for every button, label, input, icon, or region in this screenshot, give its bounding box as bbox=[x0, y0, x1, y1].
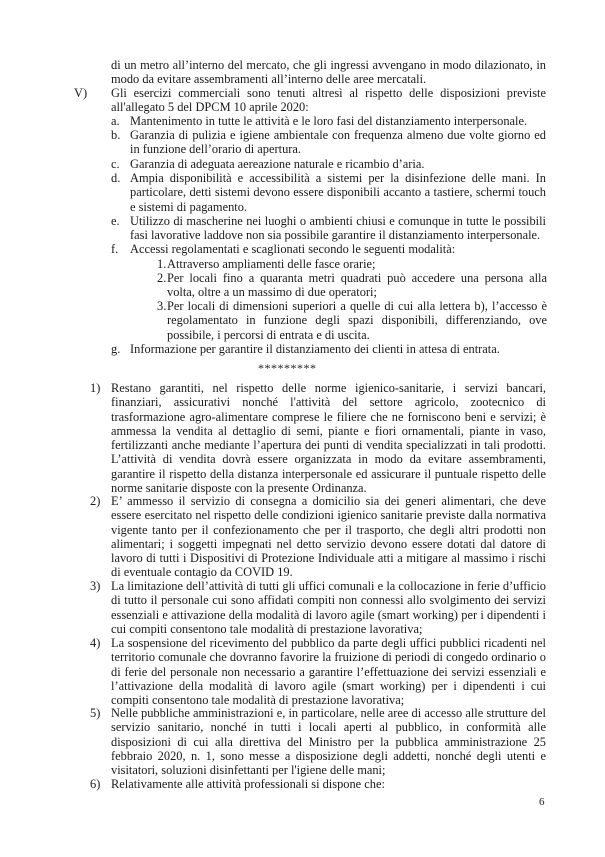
item-f-text: Accessi regolamentati e scaglionati secondo le seguenti modalità: bbox=[130, 242, 456, 256]
subitem-3-text: Per locali di dimensioni superiori a quelle di cui alla lettera b), l’accesso è regolamentato in funzione degli spazi disponibili, differenziando, ove possibile, i percorsi di entrata e di uscita. bbox=[167, 299, 547, 342]
point-3-marker: 3) bbox=[90, 579, 101, 593]
point-5-marker: 5) bbox=[90, 706, 101, 720]
section-separator: ********* bbox=[258, 361, 317, 375]
item-g-text: Informazione per garantire il distanziamento dei clienti in attesa di entrata. bbox=[130, 342, 500, 356]
point-1-marker: 1) bbox=[90, 381, 101, 395]
point-3-text: La limitazione dell’attività di tutti gli uffici comunali e la collocazione in ferie d’ufficio di tutto il personale cui sono affidati compiti non connessi allo svolgimento dei servizi essenziali e attivazione della modalità di lavoro agile (smart working) per i dipendenti i cui compiti consentono tale modalità di prestazione lavorativa; bbox=[111, 579, 546, 636]
item-g-marker: g. bbox=[111, 342, 121, 356]
subitem-1-text: Attraverso ampliamenti delle fasce orarie; bbox=[167, 257, 376, 271]
item-b-text: Garanzia di pulizia e igiene ambientale con frequenza almeno due volte giorno ed in funzione dell’orario di apertura. bbox=[130, 128, 546, 157]
subitem-1-marker: 1. bbox=[157, 257, 167, 271]
section-v-text: Gli esercizi commerciali sono tenuti altresì al rispetto delle disposizioni previste all'allegato 5 del DPCM 10 aprile 2020: bbox=[111, 86, 546, 115]
item-c-text: Garanzia di adeguata aereazione naturale e ricambio d’aria. bbox=[130, 157, 425, 171]
subitem-3-marker: 3. bbox=[157, 299, 167, 313]
point-6-text: Relativamente alle attività professionali si dispone che: bbox=[111, 777, 385, 791]
item-e-text: Utilizzo di mascherine nei luoghi o ambienti chiusi e comunque in tutte le possibili fasi lavorative laddove non sia possibile garantire il distanziamento interpersonale. bbox=[130, 214, 546, 243]
point-4-marker: 4) bbox=[90, 636, 101, 650]
item-f-marker: f. bbox=[111, 242, 119, 256]
page-number: 6 bbox=[539, 796, 545, 808]
subitem-2-marker: 2. bbox=[157, 271, 167, 285]
point-5-text: Nelle pubbliche amministrazioni e, in particolare, nelle aree di accesso alle strutture del servizio sanitario, nonché in tutti i locali aperti al pubblico, in conformità alle disposizioni di cui alla direttiva del Ministro per la pubblica amministrazione 25 febbraio 2020, n. 1, sono messe a disposizione degli addetti, nonché degli utenti e visitatori, soluzioni disinfettanti per l'igiene delle mani; bbox=[111, 706, 546, 778]
item-d-text: Ampia disponibilità e accessibilità a sistemi per la disinfezione delle mani. In particolare, detti sistemi devono essere disponibili accanto a tastiere, schermi touch e sistemi di pagamento. bbox=[130, 171, 546, 214]
subitem-2-text: Per locali fino a quaranta metri quadrati può accedere una persona alla volta, oltre a un massimo di due operatori; bbox=[167, 271, 547, 300]
item-b-marker: b. bbox=[111, 128, 121, 142]
item-e-marker: e. bbox=[111, 214, 120, 228]
point-1-text: Restano garantiti, nel rispetto delle norme igienico-sanitarie, i servizi bancari, finanziari, assicurativi nonché l'attività del settore agricolo, zootecnico di trasformazione agro-alimentare comprese le filiere che ne forniscono beni e servizi; è ammessa la vendita al dettaglio di semi, piante e fiori ornamentali, piante in vaso, fertilizzanti anche mediante l’apertura dei punti di vendita specializzati in tali prodotti. L’attività di vendita dovrà essere organizzata in modo da evitare assembramenti, garantire il rispetto della distanza interpersonale ed assicurare il puntuale rispetto delle norme sanitarie disposte con la presente Ordinanza. bbox=[111, 381, 546, 496]
point-6-marker: 6) bbox=[90, 777, 101, 791]
item-a-marker: a. bbox=[111, 114, 120, 128]
item-d-marker: d. bbox=[111, 171, 121, 185]
point-4-text: La sospensione del ricevimento del pubblico da parte degli uffici pubblici ricadenti nel territorio comunale che dovranno favorire la fruizione di periodi di congedo ordinario o di ferie del personale non necessario a garantire l’effettuazione dei servizi essenziali e l’attivazione della modalità di lavoro agile (smart working) per i dipendenti i cui compiti consentono tale modalità di prestazione lavorativa; bbox=[111, 636, 546, 708]
intro-continuation: di un metro all’interno del mercato, che gli ingressi avvengano in modo dilazionato, in modo da evitare assembramenti all’interno delle aree mercatali. bbox=[111, 58, 546, 87]
section-v-marker: V) bbox=[74, 86, 88, 100]
point-2-text: E’ ammesso il servizio di consegna a domicilio sia dei generi alimentari, che deve essere esercitato nel rispetto delle condizioni igienico sanitarie previste dalla normativa vigente tanto per il confezionamento che per il trasporto, che degli altri prodotti non alimentari; i soggetti impegnati nel detto servizio devono essere dotati dal datore di lavoro di tutti i Dispositivi di Protezione Individuale atti a mitigare al massimo i rischi di eventuale contagio da COVID 19. bbox=[111, 494, 546, 580]
point-2-marker: 2) bbox=[90, 494, 101, 508]
item-c-marker: c. bbox=[111, 157, 120, 171]
item-a-text: Mantenimento in tutte le attività e le loro fasi del distanziamento interpersonale. bbox=[130, 114, 528, 128]
